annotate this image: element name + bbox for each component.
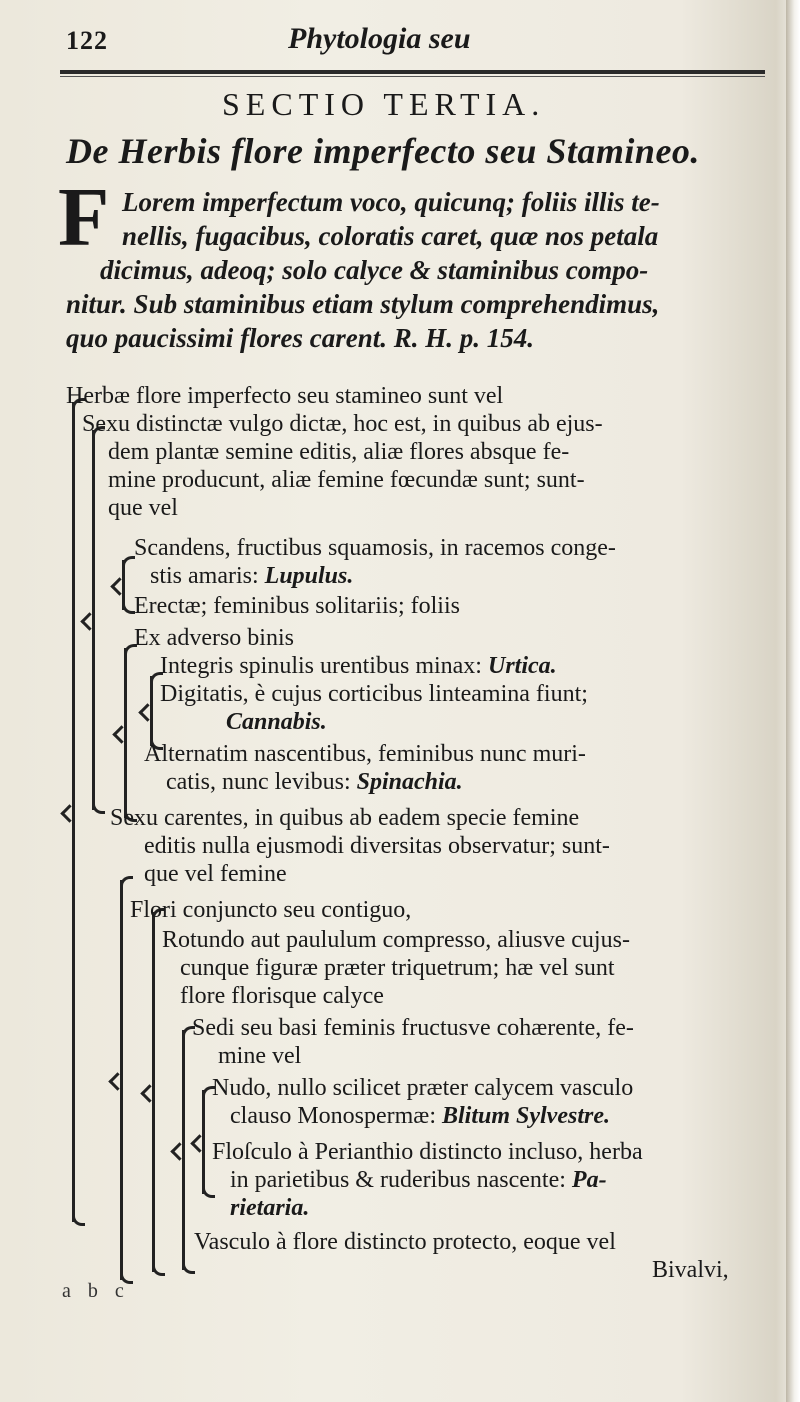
body-line: dem plantæ semine editis, aliæ flores absque fe- (108, 439, 570, 465)
body-line: Erectæ; feminibus solitariis; foliis (134, 593, 460, 619)
body-line: Sexu distinctæ vulgo dictæ, hoc est, in quibus ab ejus- (82, 411, 603, 437)
body-line (160, 652, 557, 680)
brace-sexu-distinctae (92, 430, 95, 810)
plant-name-parietaria-1: Pa- (571, 1167, 607, 1193)
body-line (230, 1166, 607, 1194)
body-line: que vel (108, 495, 178, 521)
intro-line-2: nellis, fugacibus, coloratis caret, quæ nos petala (122, 221, 659, 251)
plant-name-urtica: Urtica. (487, 653, 557, 679)
body-line: cunque figuræ præter triquetrum; hæ vel sunt (180, 955, 615, 981)
body-line: Sexu carentes, in quibus ab eadem specie femine (110, 805, 580, 831)
chapter-subtitle: De Herbis flore imperfecto seu Stamineo. (66, 131, 700, 171)
running-head: Phytologia seu (288, 22, 471, 55)
intro-line-5: quo paucissimi flores carent. R. H. p. 154. (66, 323, 535, 353)
body-line: flore florisque calyce (180, 983, 384, 1009)
body-line (166, 768, 463, 796)
body-line: Herbæ flore imperfecto seu stamineo sunt vel (66, 383, 504, 409)
body-line: Floſculo à Perianthio distincto incluso, herba (212, 1139, 643, 1165)
body-line: que vel femine (144, 861, 287, 887)
brace-level-1 (72, 402, 75, 1222)
body-text: in parietibus & ruderibus nascente: (230, 1167, 566, 1193)
body-line (150, 562, 353, 590)
intro-line-1: Lorem imperfectum voco, quicunq; foliis illis te- (122, 187, 660, 217)
body-line: Alternatim nascentibus, feminibus nunc muri- (144, 741, 586, 767)
body-line: Rotundo aut paululum compresso, aliusve cujus- (162, 927, 630, 953)
body-line: mine producunt, aliæ femine fœcundæ sunt; sunt- (108, 467, 585, 493)
body-line (230, 1102, 610, 1130)
body-text: catis, nunc levibus: (166, 769, 351, 795)
margin-letters: a b c (62, 1280, 130, 1302)
brace-flori-conjuncto (152, 912, 155, 1272)
body-line: Ex adverso binis (134, 625, 294, 651)
brace-foliis (124, 648, 127, 818)
body-line: Nudo, nullo scilicet præter calycem vasculo (212, 1075, 634, 1101)
plant-name-blitum: Blitum Sylvestre. (441, 1103, 610, 1129)
body-line: editis nulla ejusmodi diversitas observatur; sunt- (144, 833, 610, 859)
body-text: stis amaris: (150, 563, 259, 589)
brace-ex-adverso (150, 676, 153, 746)
body-line: Scandens, fructibus squamosis, in racemos conge- (134, 535, 616, 561)
body-text: clauso Monospermæ: (230, 1103, 436, 1129)
header-rule-thin (60, 76, 765, 77)
plant-name-spinachia: Spinachia. (356, 769, 463, 795)
plant-name-lupulus: Lupulus. (264, 563, 354, 589)
body-line: mine vel (218, 1043, 302, 1069)
body-line: Sedi seu basi feminis fructusve cohærente, fe- (192, 1015, 634, 1041)
page-header (66, 20, 766, 60)
page-edge (786, 0, 800, 1402)
plant-name-parietaria-2: rietaria. (230, 1195, 310, 1221)
section-title: SECTIO TERTIA. (222, 86, 546, 122)
plant-name-cannabis: Cannabis. (226, 709, 327, 735)
body-line: Vasculo à flore distincto protecto, eoque vel (194, 1229, 616, 1255)
body-text: Integris spinulis urentibus minax: (160, 653, 482, 679)
brace-scandens (122, 560, 125, 610)
body-line: Bivalvi, (652, 1257, 729, 1283)
brace-nudo (202, 1090, 205, 1194)
body-line: Flori conjuncto seu contiguo, (130, 897, 412, 923)
intro-line-3: dicimus, adeoq; solo calyce & staminibus compo- (100, 255, 649, 285)
page-number: 122 (66, 26, 108, 55)
header-rule (60, 70, 765, 74)
drop-cap: F (58, 171, 110, 264)
brace-sedi (182, 1030, 185, 1270)
brace-femine (120, 880, 123, 1280)
body-line: Digitatis, è cujus corticibus linteamina fiunt; (160, 681, 588, 707)
intro-line-4: nitur. Sub staminibus etiam stylum comprehendimus, (66, 289, 660, 319)
